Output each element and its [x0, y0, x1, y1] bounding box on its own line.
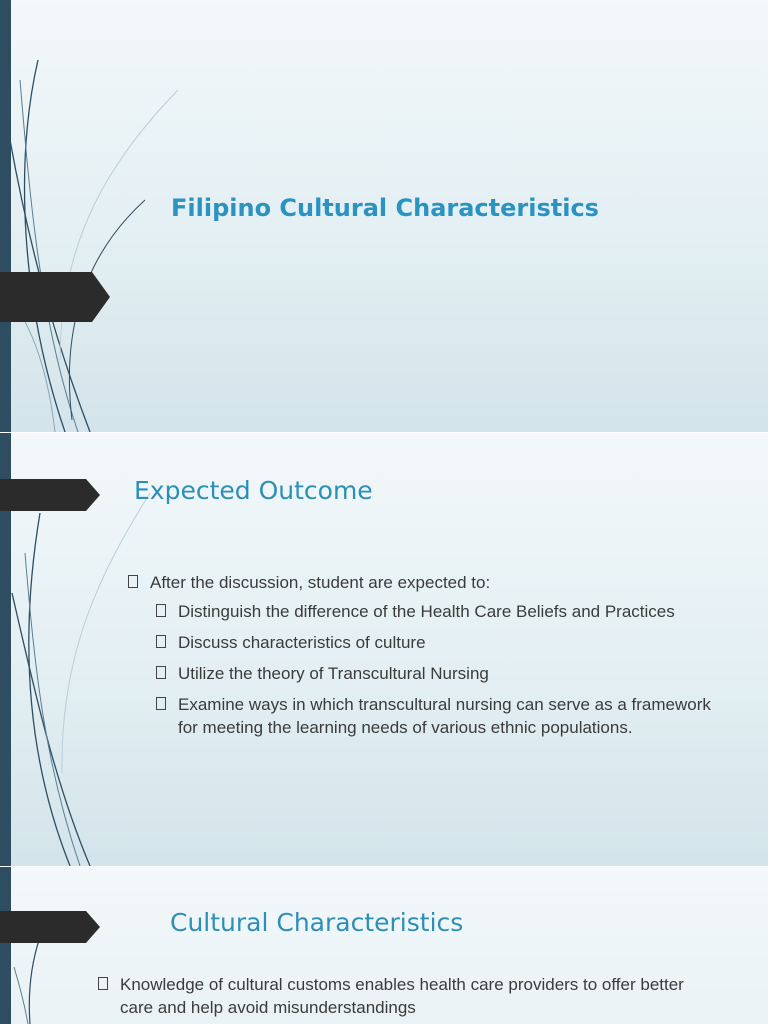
square-bullet-icon — [128, 575, 138, 588]
bullet-text: Examine ways in which transcultural nursing can serve as a framework for meeting the learning needs of various ethnic populations. — [178, 695, 711, 737]
list-item — [98, 973, 718, 1019]
outcome-sub-list — [128, 600, 728, 739]
cultural-bullet-list — [98, 973, 718, 1019]
bullet-text: Knowledge of cultural customs enables health care providers to offer better care and help avoid misunderstandings — [120, 975, 684, 1017]
bullet-text: After the discussion, student are expected to: — [150, 573, 491, 592]
decorative-swooshes — [0, 0, 200, 432]
arrow-tab-icon — [0, 911, 102, 943]
list-item — [156, 693, 728, 739]
slide-heading-expected-outcome: Expected Outcome — [134, 476, 373, 505]
square-bullet-icon — [156, 666, 166, 679]
list-item — [128, 571, 728, 739]
arrow-tab-icon — [0, 479, 102, 511]
bullet-text: Utilize the theory of Transcultural Nursing — [178, 664, 489, 683]
square-bullet-icon — [156, 697, 166, 710]
list-item — [156, 600, 728, 623]
slide-title — [0, 0, 768, 432]
slide-heading-cultural-characteristics: Cultural Characteristics — [170, 908, 464, 937]
slide-title-text: Filipino Cultural Characteristics — [171, 194, 599, 222]
list-item — [156, 662, 728, 685]
square-bullet-icon — [98, 977, 108, 990]
square-bullet-icon — [156, 604, 166, 617]
list-item — [156, 631, 728, 654]
bullet-text: Distinguish the difference of the Health Care Beliefs and Practices — [178, 602, 675, 621]
square-bullet-icon — [156, 635, 166, 648]
arrow-tab-icon — [0, 272, 112, 322]
left-accent-bar — [0, 867, 11, 1024]
bullet-text: Discuss characteristics of culture — [178, 633, 426, 652]
left-accent-bar — [0, 0, 11, 432]
outcome-bullet-list — [128, 571, 728, 747]
